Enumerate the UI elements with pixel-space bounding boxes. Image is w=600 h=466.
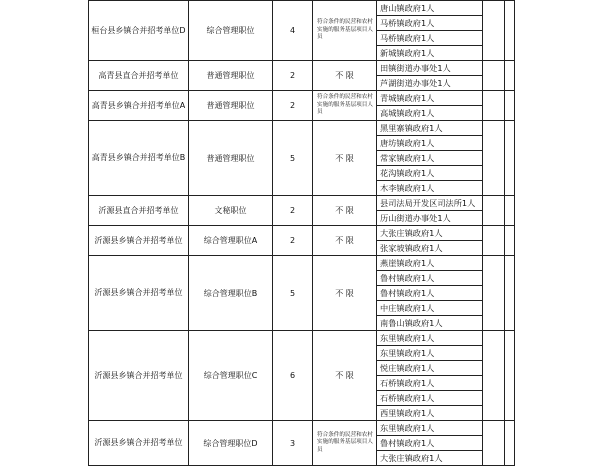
unit-cell: 桓台县乡镇合并招考单位D: [89, 1, 189, 61]
condition-cell: 符合条件的民营和农村实施的服务基层项目人员: [313, 421, 377, 466]
unit-cell: 沂源县乡镇合并招考单位: [89, 421, 189, 466]
location-cell: 芦湖街道办事处1人: [377, 76, 483, 91]
location-cell: 东里镇政府1人: [377, 421, 483, 436]
recruitment-table: [88, 0, 515, 466]
location-cell: 黑里寨镇政府1人: [377, 121, 483, 136]
condition-cell: 符合条件的民营和农村实施的服务基层项目人员: [313, 1, 377, 61]
count-cell: 2: [273, 226, 313, 256]
blank-cell: [483, 196, 505, 226]
unit-cell: 高青县直合并招考单位: [89, 61, 189, 91]
blank-cell: [483, 256, 505, 331]
location-cell: 马桥镇政府1人: [377, 16, 483, 31]
position-cell: 文秘职位: [189, 196, 273, 226]
unit-cell: 高青县乡镇合并招考单位A: [89, 91, 189, 121]
location-cell: 县司法局开发区司法所1人: [377, 196, 483, 211]
unit-cell: 沂源县乡镇合并招考单位: [89, 331, 189, 421]
location-cell: 石桥镇政府1人: [377, 391, 483, 406]
count-cell: 6: [273, 331, 313, 421]
count-cell: 5: [273, 121, 313, 196]
location-cell: 花沟镇政府1人: [377, 166, 483, 181]
blank-cell: [505, 421, 515, 466]
table-row: [89, 226, 515, 241]
location-cell: 历山街道办事处1人: [377, 211, 483, 226]
location-cell: 鲁村镇政府1人: [377, 286, 483, 301]
location-cell: 燕崖镇政府1人: [377, 256, 483, 271]
condition-cell: 不 限: [313, 61, 377, 91]
location-cell: 南鲁山镇政府1人: [377, 316, 483, 331]
table-row: [89, 196, 515, 211]
blank-cell: [505, 226, 515, 256]
blank-cell: [483, 226, 505, 256]
count-cell: 4: [273, 1, 313, 61]
table-row: [89, 421, 515, 436]
blank-cell: [505, 331, 515, 421]
position-cell: 普通管理职位: [189, 61, 273, 91]
count-cell: 5: [273, 256, 313, 331]
location-cell: 鲁村镇政府1人: [377, 271, 483, 286]
unit-cell: 沂源县直合并招考单位: [89, 196, 189, 226]
unit-cell: 高青县乡镇合并招考单位B: [89, 121, 189, 196]
location-cell: 鲁村镇政府1人: [377, 436, 483, 451]
blank-cell: [483, 121, 505, 196]
location-cell: 唐山镇政府1人: [377, 1, 483, 16]
position-cell: 综合管理职位A: [189, 226, 273, 256]
location-cell: 张家坡镇政府1人: [377, 241, 483, 256]
blank-cell: [483, 91, 505, 121]
count-cell: 3: [273, 421, 313, 466]
location-cell: 高城镇政府1人: [377, 106, 483, 121]
location-cell: 东里镇政府1人: [377, 346, 483, 361]
unit-cell: 沂源县乡镇合并招考单位: [89, 256, 189, 331]
condition-cell: 不 限: [313, 121, 377, 196]
unit-cell: 沂源县乡镇合并招考单位: [89, 226, 189, 256]
condition-cell: 不 限: [313, 256, 377, 331]
table-body: [89, 1, 515, 466]
table-row: [89, 256, 515, 271]
blank-cell: [483, 421, 505, 466]
location-cell: 西里镇政府1人: [377, 406, 483, 421]
recruitment-table-wrapper: [88, 0, 515, 466]
location-cell: 常家镇政府1人: [377, 151, 483, 166]
blank-cell: [505, 256, 515, 331]
location-cell: 青城镇政府1人: [377, 91, 483, 106]
position-cell: 普通管理职位: [189, 121, 273, 196]
blank-cell: [505, 196, 515, 226]
location-cell: 石桥镇政府1人: [377, 376, 483, 391]
count-cell: 2: [273, 196, 313, 226]
location-cell: 中庄镇政府1人: [377, 301, 483, 316]
count-cell: 2: [273, 61, 313, 91]
blank-cell: [505, 121, 515, 196]
location-cell: 田镇街道办事处1人: [377, 61, 483, 76]
condition-cell: 不 限: [313, 226, 377, 256]
location-cell: 马桥镇政府1人: [377, 31, 483, 46]
location-cell: 悦庄镇政府1人: [377, 361, 483, 376]
position-cell: 综合管理职位C: [189, 331, 273, 421]
table-row: [89, 1, 515, 16]
table-row: [89, 121, 515, 136]
blank-cell: [505, 1, 515, 61]
blank-cell: [505, 91, 515, 121]
position-cell: 普通管理职位: [189, 91, 273, 121]
blank-cell: [483, 331, 505, 421]
table-row: [89, 91, 515, 106]
count-cell: 2: [273, 91, 313, 121]
condition-cell: 不 限: [313, 196, 377, 226]
blank-cell: [483, 1, 505, 61]
blank-cell: [505, 61, 515, 91]
table-row: [89, 61, 515, 76]
location-cell: 新城镇政府1人: [377, 46, 483, 61]
location-cell: 木李镇政府1人: [377, 181, 483, 196]
position-cell: 综合管理职位D: [189, 421, 273, 466]
blank-cell: [483, 61, 505, 91]
condition-cell: 不 限: [313, 331, 377, 421]
table-row: [89, 331, 515, 346]
location-cell: 大张庄镇政府1人: [377, 451, 483, 466]
position-cell: 综合管理职位B: [189, 256, 273, 331]
position-cell: 综合管理职位: [189, 1, 273, 61]
location-cell: 大张庄镇政府1人: [377, 226, 483, 241]
location-cell: 唐坊镇政府1人: [377, 136, 483, 151]
location-cell: 东里镇政府1人: [377, 331, 483, 346]
condition-cell: 符合条件的民营和农村实施的服务基层项目人员: [313, 91, 377, 121]
